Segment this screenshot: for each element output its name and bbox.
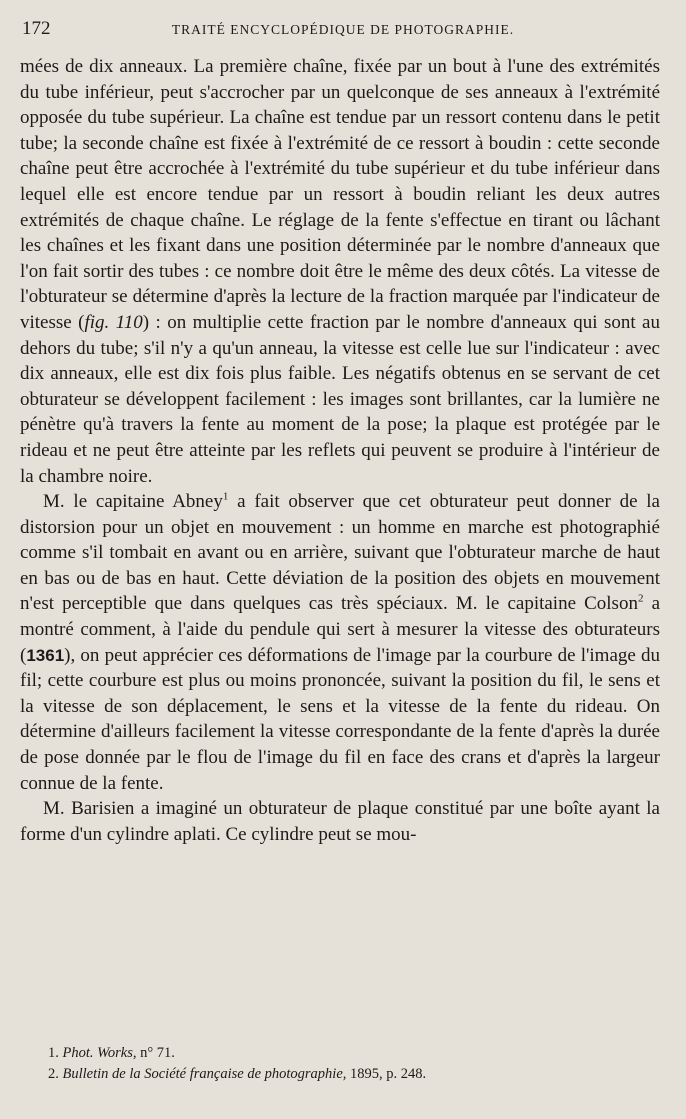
paragraph-1-part-2: ) : on multiplie cette fraction par le nombre d'anneaux qui sont au dehors du tube; s'il n'y a qu'un anneau, la vitesse est celle lue sur l'indicateur : avec dix anneaux, elle est dix fois plus faible. Les négatifs obtenus en se servant de cet obturateur se développent facilement : les images sont brillantes, car la lumière ne pénètre qu'à travers la fente au moment de la pose; la plaque est protégée par le rideau et ne peut être atteinte par les reflets qui peuvent se produire à l'intérieur de la chambre noire. (20, 311, 660, 487)
footnote-2 (24, 1064, 654, 1085)
section-reference: 1361 (26, 645, 65, 665)
paragraph-2-part-c: a montré comment, à l'aide du pendule qui sert à mesurer la vitesse des obturateurs ( (20, 593, 660, 666)
footnote-2-number: 2. (48, 1066, 59, 1082)
footnotes (24, 1043, 654, 1085)
footnote-marker-1: 1 (222, 490, 229, 503)
paragraph-2-part-d: ), on peut apprécier ces déformations de l'image par la courbure de l'image du fil; cette courbure est plus ou moins prononcée, suivant la position du fil, le sens et la vitesse de son déplacement, le sens et la vitesse de la fente du rideau. On détermine d'ailleurs facilement la vitesse correspondante de la fente d'après la durée de pose donnée par le flou de l'image du fil en face des crans et d'après la largeur connue de la fente. (20, 644, 660, 794)
page-number: 172 (22, 18, 51, 39)
footnote-1-number: 1. (48, 1045, 59, 1061)
footnote-1-rest: n° 71. (136, 1045, 175, 1061)
paragraph-2 (20, 489, 660, 796)
paragraph-2-part-a: M. le capitaine Abney (43, 491, 223, 513)
paragraph-1-part-1: mées de dix anneaux. La première chaîne, fixée par un bout à l'une des extrémités du tube inférieur, peut s'accrocher par un quelconque de ses anneaux à l'extrémité opposée du tube supérieur. La chaîne est tendue par un ressort contenu dans le petit tube; la seconde chaîne est fixée à l'extrémité de ce ressort à boudin : cette seconde chaîne peut être accrochée à l'extrémité du tube supérieur et du tube inférieur dans lequel elle est encore tendue par un ressort à boudin reliant les deux autres extrémités de chaque chaîne. Le réglage de la fente s'effectue en tirant ou lâchant les chaînes et les fixant dans une position déterminée par le nombre d'anneaux que l'on fait sortir des tubes : ce nombre doit être le même des deux côtés. La vitesse de l'obturateur se détermine d'après la lecture de la fraction marquée par l'indicateur de vitesse ( (20, 56, 660, 333)
footnote-2-title: Bulletin de la Société française de photographie, (62, 1066, 347, 1082)
figure-reference: fig. 110 (84, 311, 143, 333)
footnote-1 (24, 1043, 654, 1064)
paragraph-1 (20, 54, 660, 489)
footnote-2-rest: 1895, p. 248. (346, 1066, 427, 1082)
paragraph-2-part-b: a fait observer que cet obturateur peut donner de la distorsion pour un objet en mouvement : un homme en marche est photographié comme s'il tombait en avant ou en arrière, suivant que l'obturateur marche de haut en bas ou de bas en haut. Cette déviation de la position des objets en mouvement n'est perceptible que dans quelques cas très spéciaux. M. le capitaine Colson (20, 491, 660, 615)
footnote-1-title: Phot. Works, (62, 1045, 137, 1061)
page-header (22, 18, 664, 44)
paragraph-3: M. Barisien a imaginé un obturateur de plaque constitué par une boîte ayant la forme d'un cylindre aplati. Ce cylindre peut se mou- (20, 798, 660, 845)
running-title: TRAITÉ ENCYCLOPÉDIQUE DE PHOTOGRAPHIE. (171, 22, 515, 37)
page-body (20, 54, 660, 847)
footnote-marker-2: 2 (637, 593, 644, 606)
